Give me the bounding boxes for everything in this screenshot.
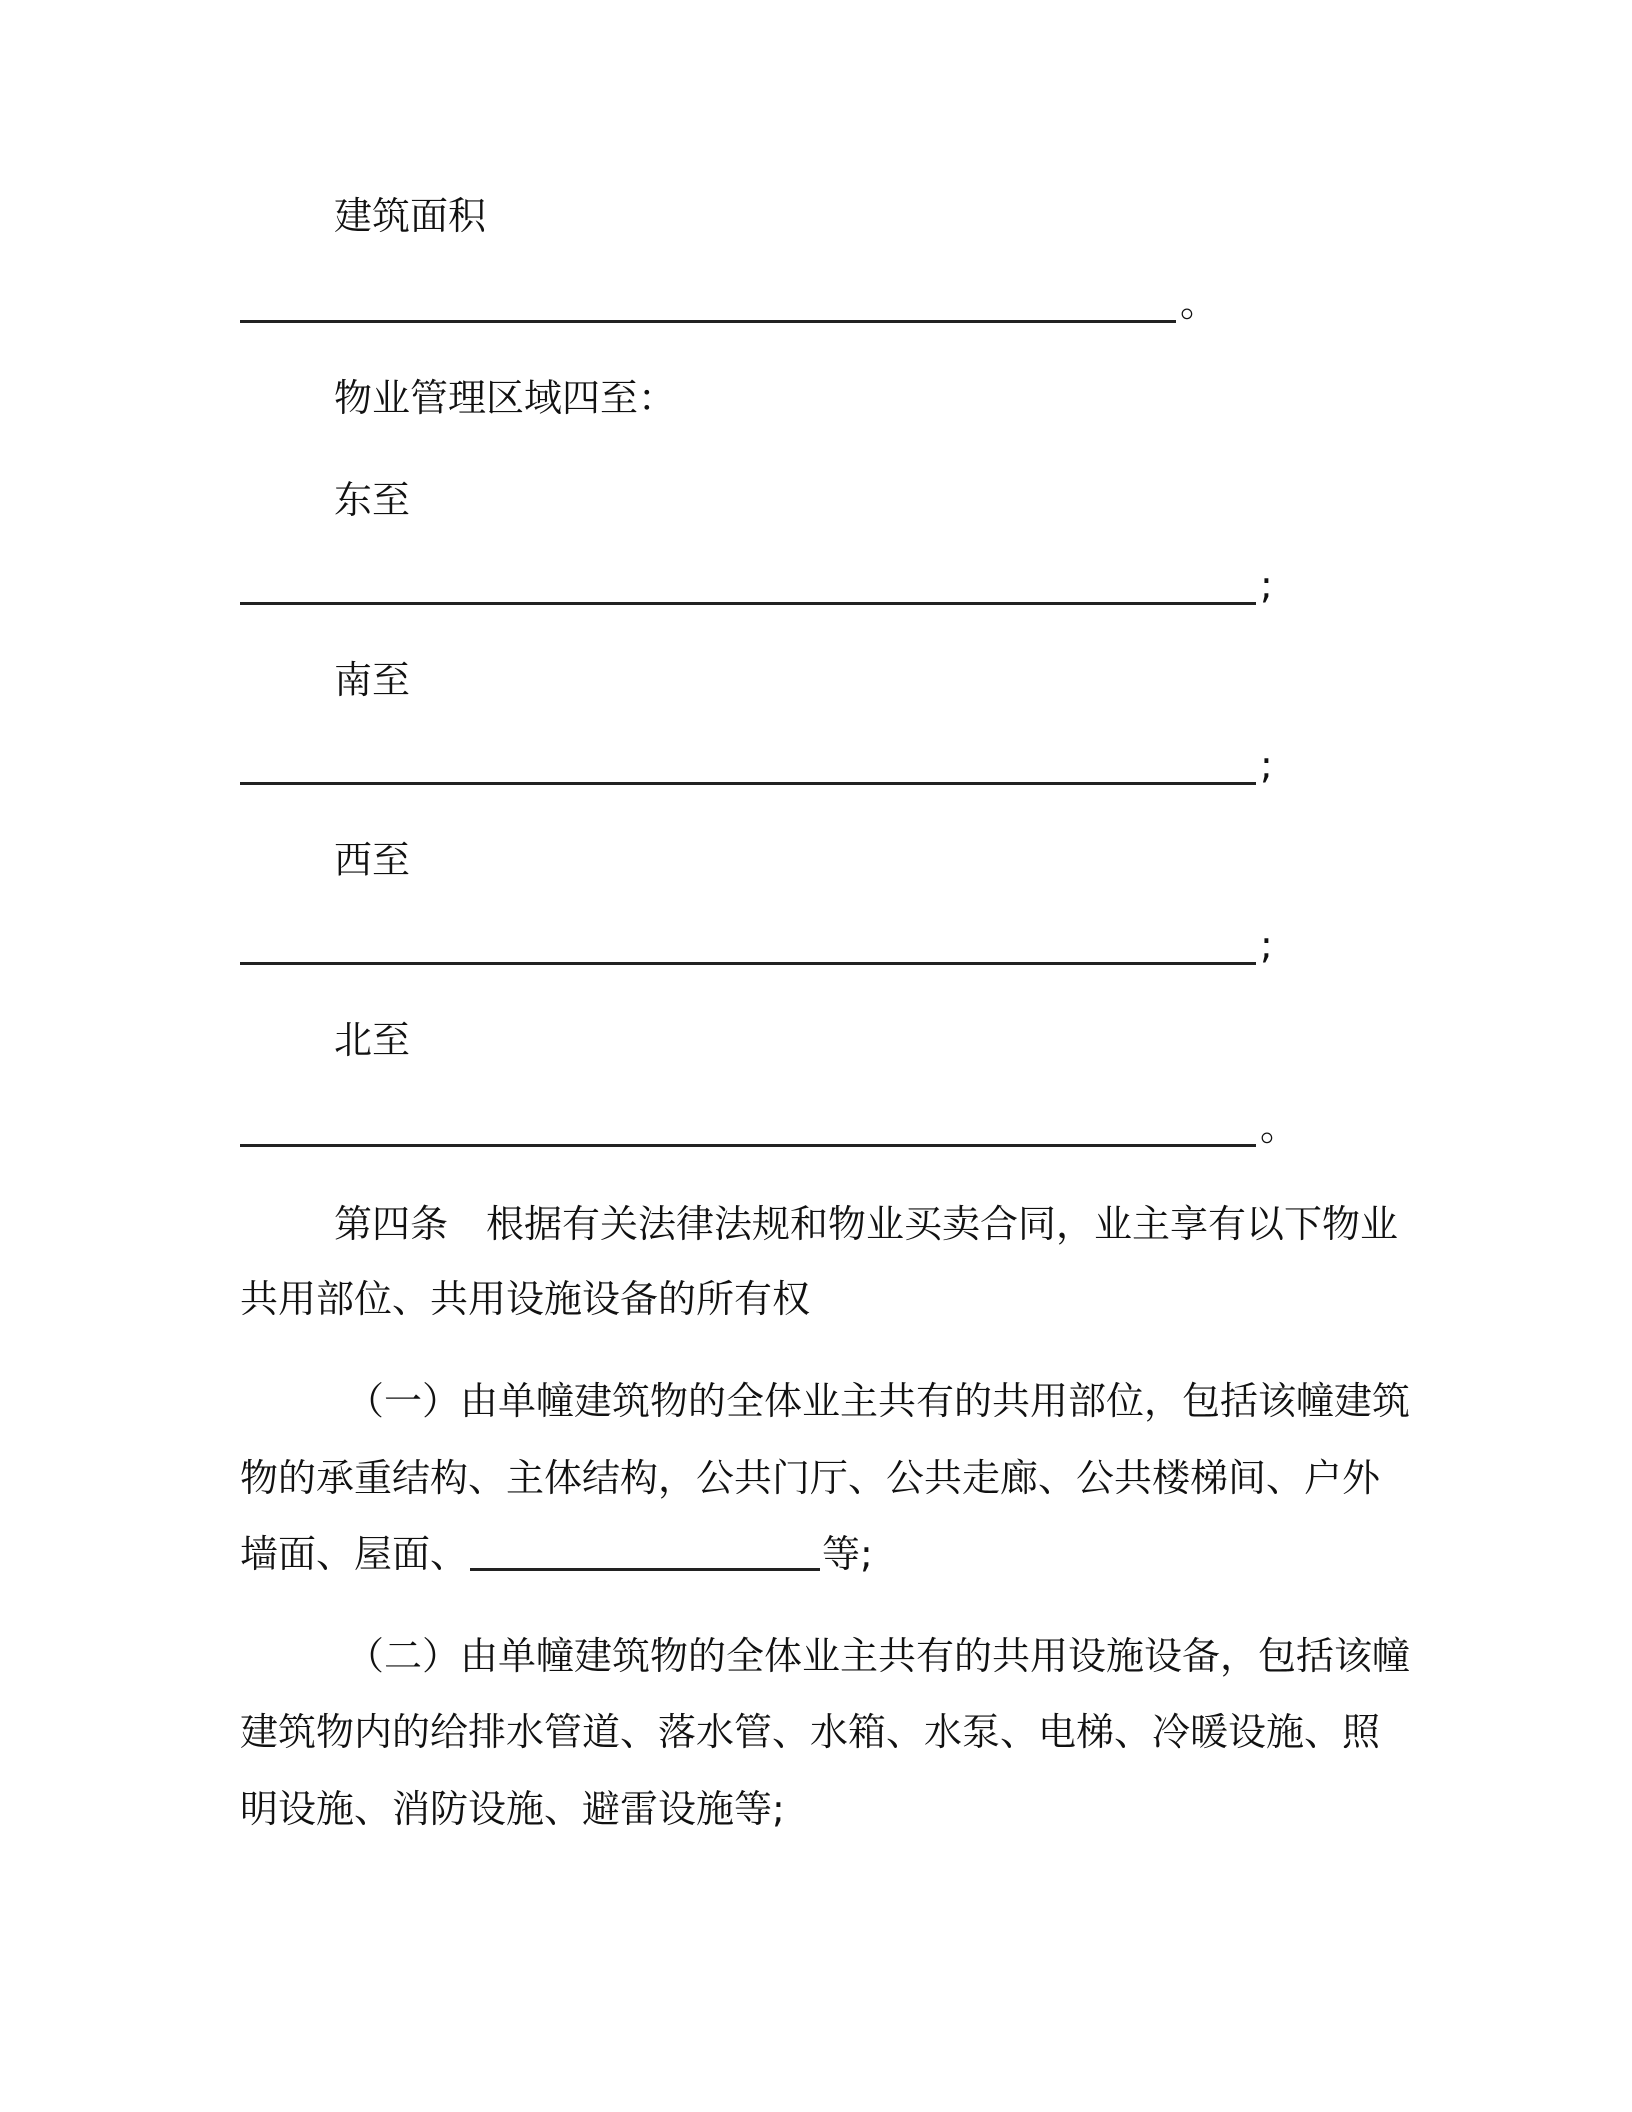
- north-blank: [240, 1107, 1298, 1147]
- item-1-line-3-pre: 墙面、屋面、: [240, 1532, 469, 1576]
- west-blank-rule: [240, 932, 1256, 965]
- article-4-number: 第四条: [334, 1202, 449, 1246]
- south-blank-rule: [240, 752, 1256, 785]
- east-label: 东至: [334, 478, 411, 522]
- item-2-line-1: （二）由单幢建筑物的全体业主共有的共用设施设备，包括该幢: [346, 1634, 1411, 1678]
- north-blank-rule: [240, 1114, 1256, 1147]
- item-2-line-3: 明设施、消防设施、避雷设施等;: [240, 1787, 785, 1831]
- item-2-line-2: 建筑物内的给排水管道、落水管、水箱、水泵、电梯、冷暖设施、照: [240, 1710, 1381, 1754]
- west-blank-end: ;: [1260, 923, 1273, 967]
- area-blank-end: 。: [1180, 281, 1219, 325]
- west-label: 西至: [334, 838, 411, 882]
- west-blank: [240, 925, 1273, 965]
- boundary-heading: 物业管理区域四至：: [334, 376, 677, 420]
- east-blank: [240, 565, 1273, 605]
- area-label: 建筑面积: [334, 194, 487, 238]
- item-1-line-1: （一）由单幢建筑物的全体业主共有的共用部位，包括该幢建筑: [346, 1379, 1411, 1423]
- east-blank-end: ;: [1260, 563, 1273, 607]
- item-1-line-3: [240, 1531, 873, 1577]
- east-blank-rule: [240, 572, 1256, 605]
- item-1-line-2: 物的承重结构、主体结构，公共门厅、公共走廊、公共楼梯间、户外: [240, 1456, 1381, 1500]
- south-blank-end: ;: [1260, 743, 1273, 787]
- north-label: 北至: [334, 1018, 411, 1062]
- area-blank-rule: [240, 290, 1176, 323]
- item-1-blank-rule: [470, 1538, 820, 1571]
- south-blank: [240, 745, 1273, 785]
- article-4-line-1: [334, 1201, 1398, 1247]
- article-4-text-1: 根据有关法律法规和物业买卖合同，业主享有以下物业: [486, 1202, 1399, 1246]
- area-blank: [240, 283, 1218, 323]
- south-label: 南至: [334, 658, 411, 702]
- item-1-line-3-post: 等;: [822, 1532, 873, 1576]
- article-4-line-2: 共用部位、共用设施设备的所有权: [240, 1277, 811, 1321]
- north-blank-end: 。: [1260, 1105, 1299, 1149]
